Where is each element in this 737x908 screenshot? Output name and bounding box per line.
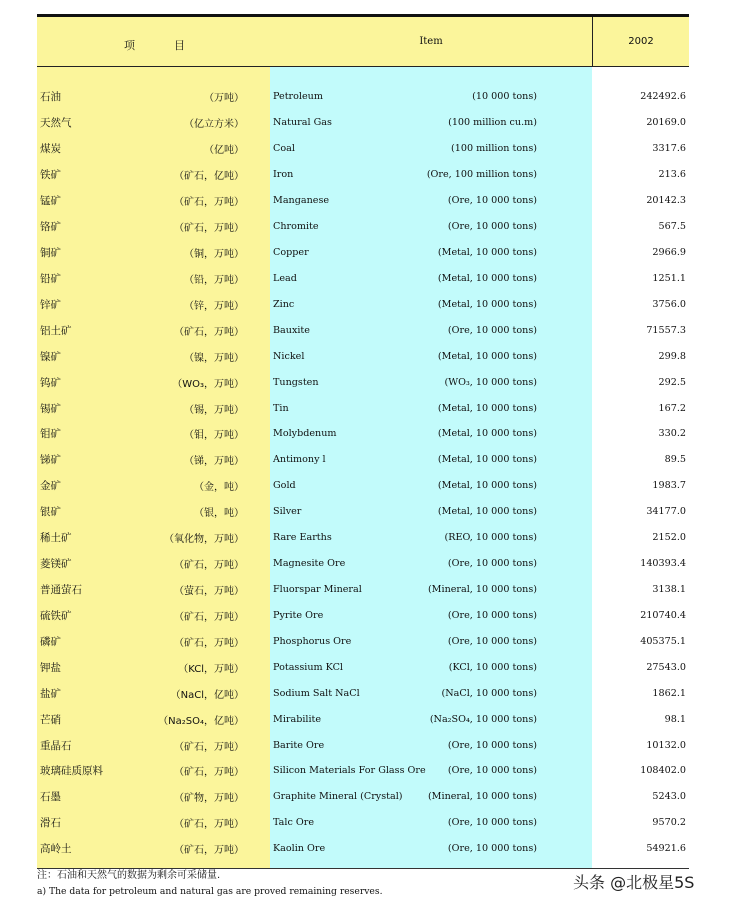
en-cell — [270, 784, 592, 810]
cn-name: 锰矿 — [40, 195, 61, 208]
table-header — [37, 17, 689, 67]
cn-unit: （锌，万吨） — [184, 300, 244, 312]
en-name: Petroleum — [273, 91, 323, 103]
table-row — [37, 162, 689, 188]
cn-cell — [37, 473, 270, 499]
header-year-label: 2002 — [592, 17, 689, 66]
value-cell: 9570.2 — [592, 810, 689, 836]
header-cn-label-2: 目 — [174, 39, 185, 52]
en-cell — [270, 265, 592, 291]
cn-unit: （NaCl，亿吨） — [170, 689, 244, 701]
en-unit: (KCl, 10 000 tons) — [448, 661, 537, 673]
table-row — [37, 317, 689, 343]
cn-cell — [37, 525, 270, 551]
en-name: Barite Ore — [273, 739, 325, 751]
en-cell — [270, 654, 592, 680]
cn-name: 钾盐 — [40, 661, 61, 674]
en-name: Silicon Materials For Glass Ore — [273, 765, 426, 777]
value-cell: 2152.0 — [592, 525, 689, 551]
value-cell: 1251.1 — [592, 265, 689, 291]
en-cell — [270, 836, 592, 862]
en-unit: (Metal, 10 000 tons) — [437, 272, 537, 284]
table-row — [37, 499, 689, 525]
value-cell: 54921.6 — [592, 836, 689, 862]
en-name: Sodium Salt NaCl — [273, 687, 360, 699]
cn-unit: （铜，万吨） — [184, 248, 244, 260]
cn-cell — [37, 836, 270, 862]
cn-unit: （亿立方米） — [184, 119, 244, 131]
en-unit: (Metal, 10 000 tons) — [437, 454, 537, 466]
table-row — [37, 110, 689, 136]
cn-unit: （锡，万吨） — [184, 404, 244, 416]
cn-cell — [37, 265, 270, 291]
value-cell: 89.5 — [592, 447, 689, 473]
en-cell — [270, 162, 592, 188]
value-cell: 567.5 — [592, 214, 689, 240]
en-name: Silver — [273, 506, 302, 518]
value-cell: 210740.4 — [592, 602, 689, 628]
en-name: Nickel — [273, 350, 305, 362]
table-row — [37, 836, 689, 862]
en-unit: (Mineral, 10 000 tons) — [427, 583, 537, 595]
value-cell: 1983.7 — [592, 473, 689, 499]
en-unit: (Ore, 10 000 tons) — [447, 843, 537, 855]
en-name: Tin — [273, 402, 289, 414]
en-name: Coal — [273, 143, 295, 155]
header-spacer — [37, 67, 689, 84]
en-unit: (Metal, 10 000 tons) — [437, 480, 537, 492]
cn-unit: （矿石，万吨） — [174, 560, 244, 572]
en-unit: (Ore, 10 000 tons) — [447, 635, 537, 647]
en-name: Bauxite — [273, 324, 310, 336]
value-cell: 167.2 — [592, 395, 689, 421]
table-row — [37, 680, 689, 706]
value-cell: 140393.4 — [592, 551, 689, 577]
cn-cell — [37, 810, 270, 836]
en-unit: (Ore, 10 000 tons) — [447, 324, 537, 336]
en-cell — [270, 188, 592, 214]
en-unit: (Ore, 10 000 tons) — [447, 558, 537, 570]
cn-name: 普通萤石 — [40, 583, 82, 596]
en-cell — [270, 110, 592, 136]
cn-cell — [37, 136, 270, 162]
cn-unit: （氧化物，万吨） — [164, 534, 244, 546]
table-row — [37, 395, 689, 421]
en-cell — [270, 421, 592, 447]
value-cell: 34177.0 — [592, 499, 689, 525]
table-row — [37, 628, 689, 654]
cn-cell — [37, 421, 270, 447]
en-unit: (Ore, 10 000 tons) — [447, 739, 537, 751]
cn-cell — [37, 214, 270, 240]
cn-cell — [37, 732, 270, 758]
table-row — [37, 214, 689, 240]
cn-name: 镍矿 — [40, 350, 61, 363]
cn-unit: （矿石，万吨） — [174, 326, 244, 338]
header-cn-label-1: 项 — [124, 39, 135, 52]
en-name: Kaolin Ore — [273, 843, 326, 855]
table-row — [37, 369, 689, 395]
table-row — [37, 473, 689, 499]
cn-cell — [37, 84, 270, 110]
table-row — [37, 732, 689, 758]
cn-cell — [37, 758, 270, 784]
en-cell — [270, 577, 592, 603]
value-cell: 27543.0 — [592, 654, 689, 680]
table-row — [37, 758, 689, 784]
table-row — [37, 343, 689, 369]
cn-cell — [37, 447, 270, 473]
value-cell: 20169.0 — [592, 110, 689, 136]
table-row — [37, 84, 689, 110]
en-cell — [270, 136, 592, 162]
cn-unit: （矿物，万吨） — [174, 793, 244, 805]
cn-name: 铜矿 — [40, 246, 61, 259]
cn-unit: （铅，万吨） — [184, 274, 244, 286]
value-cell: 1862.1 — [592, 680, 689, 706]
cn-unit: （萤石，万吨） — [174, 585, 244, 597]
en-name: Natural Gas — [273, 117, 332, 129]
cn-unit: （银，吨） — [194, 508, 244, 520]
cn-cell — [37, 162, 270, 188]
value-cell: 20142.3 — [592, 188, 689, 214]
table-row — [37, 784, 689, 810]
value-cell: 2966.9 — [592, 240, 689, 266]
en-name: Talc Ore — [273, 817, 314, 829]
cn-name: 高岭土 — [40, 843, 72, 856]
table-row — [37, 551, 689, 577]
cn-unit: （万吨） — [204, 93, 244, 105]
en-cell — [270, 317, 592, 343]
en-unit: (Ore, 10 000 tons) — [447, 195, 537, 207]
cn-unit: （矿石，亿吨） — [174, 171, 244, 183]
en-cell — [270, 758, 592, 784]
cn-name: 钼矿 — [40, 428, 61, 441]
cn-name: 锑矿 — [40, 454, 61, 467]
en-name: Zinc — [273, 298, 295, 310]
en-unit: (Metal, 10 000 tons) — [437, 402, 537, 414]
cn-cell — [37, 188, 270, 214]
value-cell: 292.5 — [592, 369, 689, 395]
cn-cell — [37, 343, 270, 369]
cn-unit: （矿石，万吨） — [174, 819, 244, 831]
cn-name: 锡矿 — [40, 402, 61, 415]
table-body — [37, 84, 689, 862]
cn-name: 盐矿 — [40, 687, 61, 700]
en-unit: (NaCl, 10 000 tons) — [441, 687, 537, 699]
cn-cell — [37, 680, 270, 706]
en-name: Iron — [273, 169, 294, 181]
cn-name: 稀土矿 — [40, 532, 72, 545]
cn-cell — [37, 784, 270, 810]
en-cell — [270, 240, 592, 266]
en-cell — [270, 473, 592, 499]
table-row — [37, 525, 689, 551]
value-cell: 405375.1 — [592, 628, 689, 654]
cn-name: 芒硝 — [40, 713, 61, 726]
en-cell — [270, 343, 592, 369]
cn-name: 锌矿 — [40, 298, 61, 311]
cn-cell — [37, 577, 270, 603]
cn-unit: （锑，万吨） — [184, 456, 244, 468]
en-name: Chromite — [273, 221, 319, 233]
en-name: Antimony l — [273, 454, 326, 466]
cn-cell — [37, 317, 270, 343]
value-cell: 3317.6 — [592, 136, 689, 162]
en-cell — [270, 525, 592, 551]
cn-unit: （矿石，万吨） — [174, 197, 244, 209]
table-row — [37, 188, 689, 214]
en-name: Magnesite Ore — [273, 558, 346, 570]
cn-cell — [37, 499, 270, 525]
value-cell: 299.8 — [592, 343, 689, 369]
cn-cell — [37, 551, 270, 577]
cn-unit: （金，吨） — [194, 482, 244, 494]
en-unit: (Metal, 10 000 tons) — [437, 298, 537, 310]
cn-name: 铁矿 — [40, 169, 61, 182]
en-cell — [270, 447, 592, 473]
value-cell: 5243.0 — [592, 784, 689, 810]
en-unit: (Ore, 10 000 tons) — [447, 221, 537, 233]
cn-cell — [37, 395, 270, 421]
en-unit: (100 million tons) — [451, 143, 537, 155]
cn-cell — [37, 240, 270, 266]
cn-name: 菱镁矿 — [40, 558, 72, 571]
cn-unit: （KCl，万吨） — [178, 663, 244, 675]
value-cell: 3138.1 — [592, 577, 689, 603]
cn-unit: （矿石，万吨） — [174, 741, 244, 753]
en-name: Molybdenum — [273, 428, 337, 440]
en-name: Phosphorus Ore — [273, 635, 352, 647]
cn-name: 天然气 — [40, 117, 72, 130]
cn-unit: （矿石，万吨） — [174, 845, 244, 857]
value-cell: 10132.0 — [592, 732, 689, 758]
en-name: Mirabilite — [273, 713, 322, 725]
en-unit: (Metal, 10 000 tons) — [437, 506, 537, 518]
en-name: Manganese — [273, 195, 330, 207]
table-row — [37, 577, 689, 603]
en-unit: (Metal, 10 000 tons) — [437, 350, 537, 362]
cn-unit: （矿石，万吨） — [174, 767, 244, 779]
en-cell — [270, 84, 592, 110]
en-name: Lead — [273, 272, 297, 284]
cn-cell — [37, 291, 270, 317]
table-row — [37, 602, 689, 628]
reserves-table — [37, 14, 689, 869]
cn-cell — [37, 628, 270, 654]
en-cell — [270, 810, 592, 836]
en-cell — [270, 706, 592, 732]
cn-name: 玻璃硅质原料 — [40, 765, 103, 778]
en-cell — [270, 680, 592, 706]
cn-unit: （Na₂SO₄，亿吨） — [158, 715, 244, 727]
cn-unit: （矿石，万吨） — [174, 637, 244, 649]
table-row — [37, 291, 689, 317]
cn-name: 石墨 — [40, 791, 61, 804]
cn-name: 银矿 — [40, 506, 61, 519]
cn-unit: （WO₃，万吨） — [172, 378, 244, 390]
en-unit: (Mineral, 10 000 tons) — [427, 791, 537, 803]
en-cell — [270, 214, 592, 240]
cn-cell — [37, 369, 270, 395]
value-cell: 108402.0 — [592, 758, 689, 784]
table-row — [37, 706, 689, 732]
cn-name: 金矿 — [40, 480, 61, 493]
table-row — [37, 265, 689, 291]
note-en: a) The data for petroleum and natural gas are proved remaining reserves. — [37, 886, 383, 897]
watermark: 头条 @北极星5S — [573, 873, 695, 892]
en-cell — [270, 369, 592, 395]
en-name: Potassium KCl — [273, 661, 343, 673]
en-cell — [270, 628, 592, 654]
en-unit: (WO₃, 10 000 tons) — [444, 376, 537, 388]
en-unit: (100 million cu.m) — [448, 117, 537, 129]
en-unit: (Ore, 10 000 tons) — [447, 609, 537, 621]
cn-cell — [37, 654, 270, 680]
cn-unit: （钼，万吨） — [184, 430, 244, 442]
en-name: Rare Earths — [273, 532, 332, 544]
cn-name: 滑石 — [40, 817, 61, 830]
cn-name: 钨矿 — [40, 376, 61, 389]
en-name: Copper — [273, 246, 309, 258]
en-cell — [270, 732, 592, 758]
cn-name: 铬矿 — [40, 221, 61, 234]
en-unit: (Ore, 10 000 tons) — [447, 817, 537, 829]
en-name: Tungsten — [273, 376, 319, 388]
value-cell: 71557.3 — [592, 317, 689, 343]
value-cell: 3756.0 — [592, 291, 689, 317]
value-cell: 213.6 — [592, 162, 689, 188]
en-name: Fluorspar Mineral — [273, 583, 362, 595]
en-unit: (Na₂SO₄, 10 000 tons) — [429, 713, 537, 725]
cn-name: 石油 — [40, 91, 61, 104]
header-item-label: Item — [419, 36, 443, 47]
cn-cell — [37, 602, 270, 628]
cn-unit: （镍，万吨） — [184, 352, 244, 364]
value-cell: 330.2 — [592, 421, 689, 447]
table-row — [37, 240, 689, 266]
table-row — [37, 421, 689, 447]
en-cell — [270, 602, 592, 628]
en-name: Pyrite Ore — [273, 609, 324, 621]
en-unit: (REO, 10 000 tons) — [444, 532, 537, 544]
en-unit: (Metal, 10 000 tons) — [437, 246, 537, 258]
cn-name: 煤炭 — [40, 143, 61, 156]
en-unit: (Ore, 10 000 tons) — [447, 765, 537, 777]
en-unit: (Metal, 10 000 tons) — [437, 428, 537, 440]
value-cell: 98.1 — [592, 706, 689, 732]
en-cell — [270, 499, 592, 525]
cn-unit: （矿石，万吨） — [174, 611, 244, 623]
cn-name: 铝土矿 — [40, 324, 72, 337]
table-row — [37, 136, 689, 162]
en-cell — [270, 551, 592, 577]
cn-cell — [37, 706, 270, 732]
cn-unit: （亿吨） — [204, 145, 244, 157]
table-row — [37, 447, 689, 473]
table-row — [37, 810, 689, 836]
header-cn-cell — [37, 17, 270, 66]
value-cell: 242492.6 — [592, 84, 689, 110]
en-cell — [270, 291, 592, 317]
en-name: Gold — [273, 480, 296, 492]
en-unit: (Ore, 100 million tons) — [426, 169, 537, 181]
cn-unit: （矿石，万吨） — [174, 223, 244, 235]
en-unit: (10 000 tons) — [472, 91, 537, 103]
en-cell — [270, 395, 592, 421]
cn-name: 铅矿 — [40, 272, 61, 285]
cn-name: 硫铁矿 — [40, 609, 72, 622]
note-cn: 注：石油和天然气的数据为剩余可采储量. — [37, 870, 221, 881]
cn-cell — [37, 110, 270, 136]
cn-name: 磷矿 — [40, 635, 61, 648]
table-row — [37, 654, 689, 680]
en-name: Graphite Mineral (Crystal) — [273, 791, 403, 803]
cn-name: 重晶石 — [40, 739, 72, 752]
